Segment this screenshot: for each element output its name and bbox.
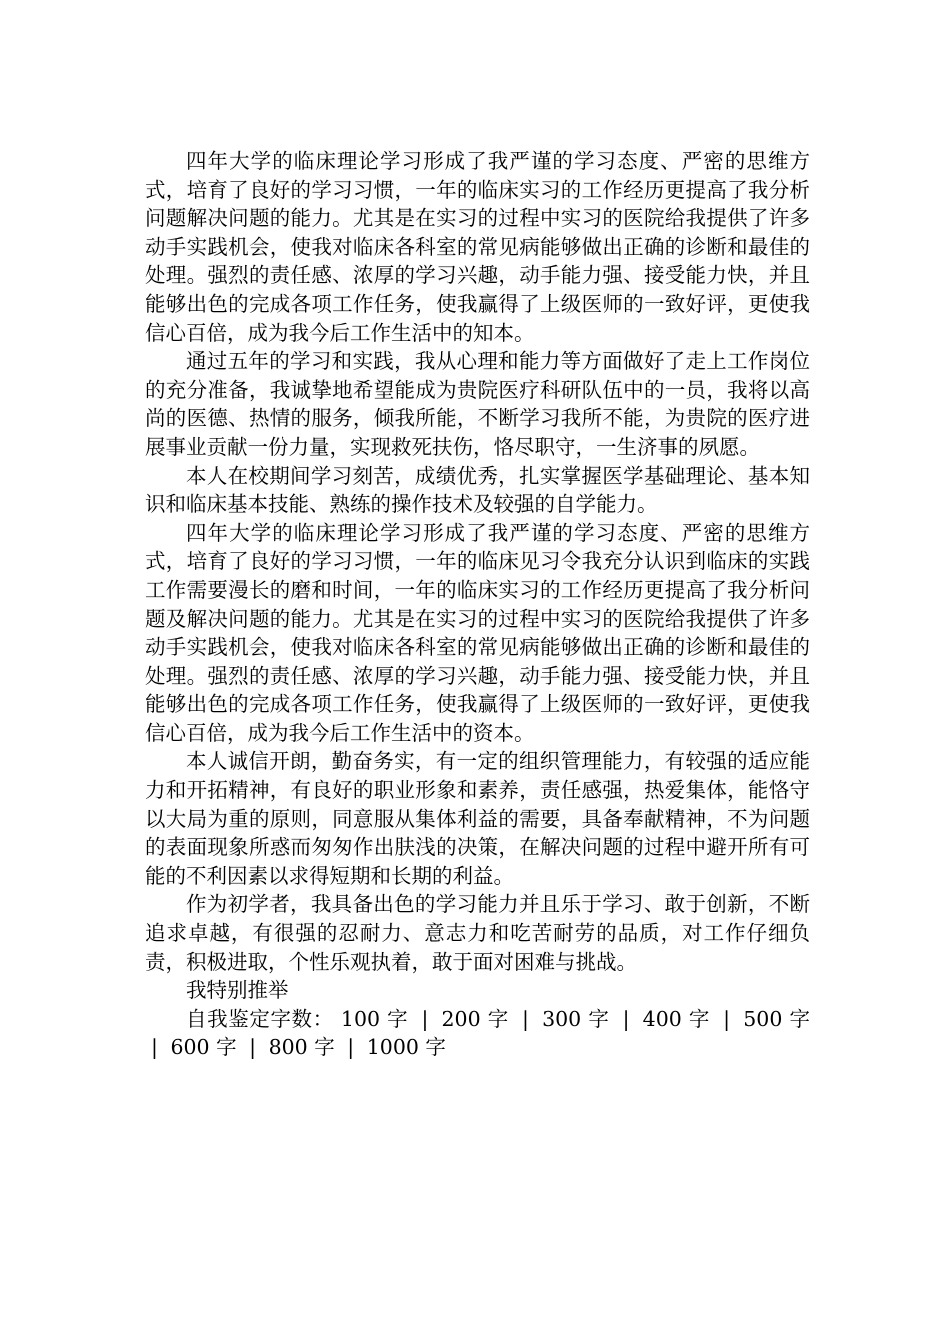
word-count-links [145, 1005, 810, 1062]
separator: | [522, 1006, 529, 1031]
paragraph: 本人诚信开朗，勤奋务实，有一定的组织管理能力，有较强的适应能力和开拓精神，有良好的职业形象和素养，责任感强，热爱集体，能恪守以大局为重的原则，同意服从集体利益的需要，具备奉献精神，不为问题的表面现象所惑而匆匆作出肤浅的决策，在解决问题的过程中避开所有可能的不利因素以求得短期和长期的利益。 [145, 749, 810, 888]
word-count-link-800[interactable]: 800 字 [268, 1035, 335, 1060]
paragraph: 通过五年的学习和实践，我从心理和能力等方面做好了走上工作岗位的充分准备，我诚挚地希望能成为贵院医疗科研队伍中的一员，我将以高尚的医德、热情的服务，倾我所能，不断学习我所不能，为贵院的医疗进展事业贡献一份力量，实现救死扶伤，恪尽职守，一生济事的夙愿。 [145, 349, 810, 459]
paragraph: 本人在校期间学习刻苦，成绩优秀，扎实掌握医学基础理论、基本知识和临床基本技能、熟练的操作技术及较强的自学能力。 [145, 463, 810, 517]
document-page [145, 147, 810, 1062]
paragraph-recommend: 我特别推举 [186, 978, 289, 1003]
paragraph: 四年大学的临床理论学习形成了我严谨的学习态度、严密的思维方式，培育了良好的学习习惯，一年的临床见习令我充分认识到临床的实践工作需要漫长的磨和时间，一年的临床实习的工作经历更提高了我分析问题及解决问题的能力。尤其是在实习的过程中实习的医院给我提供了许多动手实践机会，使我对临床各科室的常见病能够做出正确的诊断和最佳的处理。强烈的责任感、浓厚的学习兴趣，动手能力强、接受能力快，并且能够出色的完成各项工作任务，使我赢得了上级医师的一致好评，更使我信心百倍，成为我今后工作生活中的资本。 [145, 520, 810, 745]
paragraph: 作为初学者，我具备出色的学习能力并且乐于学习、敢于创新，不断追求卓越，有很强的忍耐力、意志力和吃苦耐劳的品质，对工作仔细负责，积极进取，个性乐观执着，敢于面对困难与挑战。 [145, 892, 810, 974]
word-count-link-1000[interactable]: 1000 字 [366, 1035, 446, 1060]
word-count-label: 自我鉴定字数： [186, 1006, 334, 1031]
separator: | [723, 1006, 731, 1031]
separator: | [421, 1006, 429, 1031]
word-count-link-300[interactable]: 300 字 [542, 1006, 610, 1031]
word-count-link-500[interactable]: 500 字 [743, 1006, 810, 1031]
separator: | [249, 1035, 257, 1060]
word-count-link-400[interactable]: 400 字 [642, 1006, 711, 1031]
separator: | [622, 1006, 630, 1031]
separator: | [347, 1035, 355, 1060]
word-count-link-600[interactable]: 600 字 [170, 1035, 237, 1060]
separator: | [151, 1035, 158, 1060]
word-count-link-100[interactable]: 100 字 [340, 1006, 409, 1031]
word-count-link-200[interactable]: 200 字 [441, 1006, 509, 1031]
paragraph: 四年大学的临床理论学习形成了我严谨的学习态度、严密的思维方式，培育了良好的学习习惯，一年的临床实习的工作经历更提高了我分析问题解决问题的能力。尤其是在实习的过程中实习的医院给我提供了许多动手实践机会，使我对临床各科室的常见病能够做出正确的诊断和最佳的处理。强烈的责任感、浓厚的学习兴趣，动手能力强、接受能力快，并且能够出色的完成各项工作任务，使我赢得了上级医师的一致好评，更使我信心百倍，成为我今后工作生活中的知本。 [145, 149, 810, 345]
